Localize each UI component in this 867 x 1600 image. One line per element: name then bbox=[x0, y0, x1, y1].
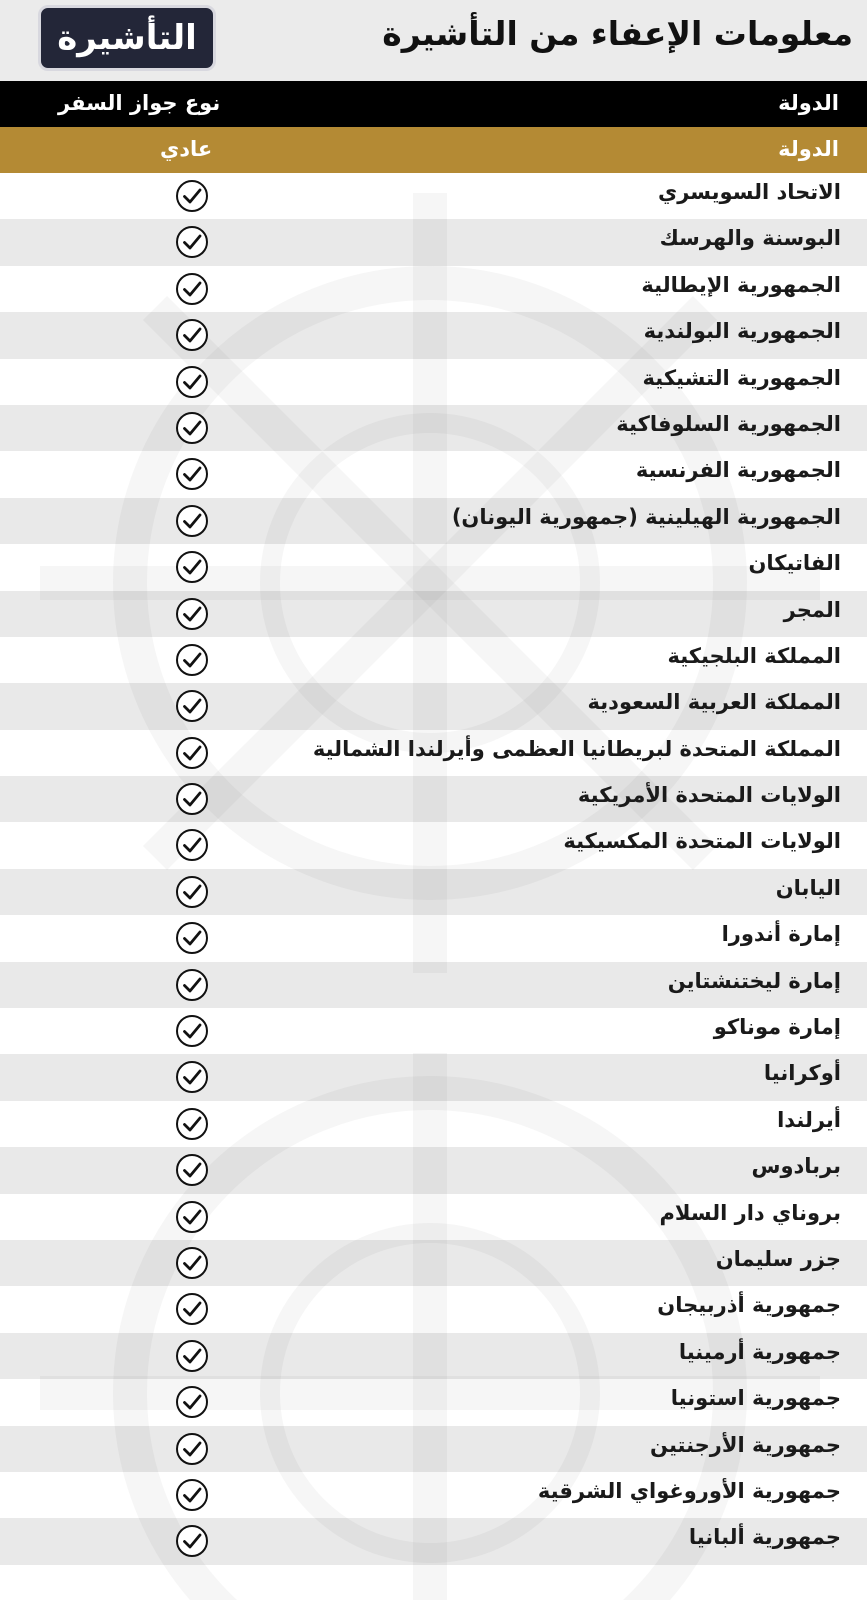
table-row bbox=[0, 869, 867, 915]
table-row bbox=[0, 822, 867, 868]
table-header-row bbox=[0, 81, 867, 127]
country-name: الولايات المتحدة الأمريكية bbox=[577, 783, 841, 808]
check-circle-icon bbox=[175, 457, 209, 491]
check-circle-icon bbox=[175, 1107, 209, 1141]
table-row bbox=[0, 173, 867, 219]
table-row bbox=[0, 1426, 867, 1472]
table-subheader-row bbox=[0, 127, 867, 173]
table-row bbox=[0, 915, 867, 961]
table-row bbox=[0, 962, 867, 1008]
country-name: جمهورية استونيا bbox=[670, 1386, 841, 1411]
table-row bbox=[0, 498, 867, 544]
table-row bbox=[0, 1518, 867, 1564]
check-circle-icon bbox=[175, 1153, 209, 1187]
country-name: الاتحاد السويسري bbox=[657, 180, 841, 204]
check-circle-icon bbox=[175, 1292, 209, 1326]
country-name: جمهورية أذربيجان bbox=[657, 1293, 841, 1318]
table-row bbox=[0, 359, 867, 405]
country-name: بربادوس bbox=[751, 1154, 841, 1179]
table-row bbox=[0, 451, 867, 497]
country-name: المملكة البلجيكية bbox=[667, 643, 841, 668]
table-row bbox=[0, 1194, 867, 1240]
check-circle-icon bbox=[175, 597, 209, 631]
country-name: جمهورية أرمينيا bbox=[678, 1339, 841, 1364]
country-name: الجمهورية السلوفاكية bbox=[616, 411, 841, 436]
table-row bbox=[0, 1379, 867, 1425]
country-name: المملكة المتحدة لبريطانيا العظمى وأيرلندا الشمالية bbox=[312, 736, 841, 761]
column-header-passport-type: نوع جواز السفر bbox=[58, 91, 221, 115]
check-circle-icon bbox=[175, 179, 209, 213]
table-row bbox=[0, 544, 867, 590]
check-circle-icon bbox=[175, 272, 209, 306]
table-row bbox=[0, 1101, 867, 1147]
subheader-country: الدولة bbox=[778, 137, 839, 161]
table-row bbox=[0, 1240, 867, 1286]
table-row bbox=[0, 405, 867, 451]
check-circle-icon bbox=[175, 736, 209, 770]
header-bar bbox=[0, 0, 867, 81]
check-circle-icon bbox=[175, 504, 209, 538]
country-name: الجمهورية التشيكية bbox=[642, 365, 841, 390]
check-circle-icon bbox=[175, 689, 209, 723]
check-circle-icon bbox=[175, 411, 209, 445]
column-header-country: الدولة bbox=[778, 91, 839, 115]
check-circle-icon bbox=[175, 365, 209, 399]
page-title: معلومات الإعفاء من التأشيرة bbox=[382, 14, 853, 53]
table-row bbox=[0, 683, 867, 729]
check-circle-icon bbox=[175, 968, 209, 1002]
check-circle-icon bbox=[175, 1014, 209, 1048]
check-circle-icon bbox=[175, 828, 209, 862]
country-name: إمارة ليختنشتاين bbox=[667, 968, 841, 993]
check-circle-icon bbox=[175, 1432, 209, 1466]
check-circle-icon bbox=[175, 1339, 209, 1373]
country-name: الجمهورية الإيطالية bbox=[641, 272, 841, 297]
table-row bbox=[0, 1054, 867, 1100]
country-list bbox=[0, 173, 867, 1565]
table-row bbox=[0, 776, 867, 822]
logo: التأشيرة bbox=[38, 5, 216, 71]
check-circle-icon bbox=[175, 550, 209, 584]
country-name: المملكة العربية السعودية bbox=[587, 690, 841, 715]
check-circle-icon bbox=[175, 318, 209, 352]
country-name: البوسنة والهرسك bbox=[659, 226, 841, 251]
check-circle-icon bbox=[175, 1200, 209, 1234]
table-row bbox=[0, 1286, 867, 1332]
table-row bbox=[0, 591, 867, 637]
table-row bbox=[0, 730, 867, 776]
country-name: جمهورية ألبانيا bbox=[688, 1525, 841, 1550]
check-circle-icon bbox=[175, 1246, 209, 1280]
check-circle-icon bbox=[175, 1060, 209, 1094]
country-name: أيرلندا bbox=[777, 1107, 841, 1132]
table-row bbox=[0, 219, 867, 265]
country-name: الجمهورية الهيلينية (جمهورية اليونان) bbox=[451, 504, 841, 529]
check-circle-icon bbox=[175, 1478, 209, 1512]
check-circle-icon bbox=[175, 643, 209, 677]
country-name: الفاتيكان bbox=[748, 551, 841, 576]
check-circle-icon bbox=[175, 1385, 209, 1419]
country-name: الجمهورية الفرنسية bbox=[635, 458, 841, 483]
table-row bbox=[0, 312, 867, 358]
table-row bbox=[0, 637, 867, 683]
table-row bbox=[0, 1333, 867, 1379]
table-row bbox=[0, 266, 867, 312]
check-circle-icon bbox=[175, 921, 209, 955]
check-circle-icon bbox=[175, 225, 209, 259]
subheader-regular-passport: عادي bbox=[160, 137, 213, 161]
check-circle-icon bbox=[175, 875, 209, 909]
country-name: إمارة موناكو bbox=[713, 1015, 841, 1040]
table-row bbox=[0, 1147, 867, 1193]
country-name: المجر bbox=[783, 597, 841, 622]
country-name: بروناي دار السلام bbox=[659, 1200, 841, 1225]
country-name: جزر سليمان bbox=[715, 1246, 841, 1271]
country-name: جمهورية الأرجنتين bbox=[650, 1432, 841, 1457]
country-name: إمارة أندورا bbox=[721, 922, 841, 947]
country-name: جمهورية الأوروغواي الشرقية bbox=[537, 1478, 841, 1503]
check-circle-icon bbox=[175, 782, 209, 816]
table-row bbox=[0, 1008, 867, 1054]
country-name: الجمهورية البولندية bbox=[643, 319, 841, 344]
country-name: اليابان bbox=[775, 875, 841, 900]
check-circle-icon bbox=[175, 1524, 209, 1558]
table-row bbox=[0, 1472, 867, 1518]
country-name: الولايات المتحدة المكسيكية bbox=[563, 829, 841, 854]
country-name: أوكرانيا bbox=[763, 1061, 841, 1086]
